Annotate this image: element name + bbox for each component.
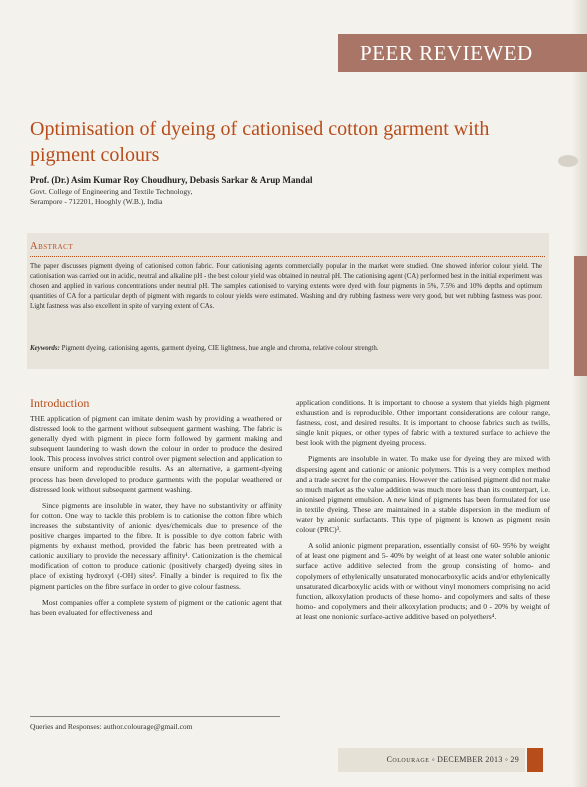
article-authors: Prof. (Dr.) Asim Kumar Roy Choudhury, Debasis Sarkar & Arup Mandal (30, 175, 313, 185)
body-paragraph: application conditions. It is important to choose a system that yields high pigment exhaustion and is reproducible. Other important considerations are colour range, fastness, cost, and desired results. It is important to choose fabrics such as twills, single knit piques, or other types of fabric with a textured surface to achieve the best look with the pigment dyeing process. (296, 398, 550, 448)
affiliation-line-1: Govt. College of Engineering and Textile Technology, (30, 187, 193, 196)
footer-page-number: 29 (510, 755, 519, 764)
footnote-divider (30, 716, 280, 717)
body-paragraph: THE application of pigment can imitate denim wash by providing a weathered or distressed look to the garment without subsequent garment washing. The fabric is generally dyed with pigment in piece form followed by garment making and subsequent laundering to wash down the colour in order to produce the desired look. This process involves strict control over pigment selection and application to ensure uniform and reproducible results. As an alternative, a garment-dyeing process has been developed to produce garments with the popular weathered or distressed look without subsequent garment washing. (30, 414, 282, 494)
author-affiliation (30, 187, 450, 207)
footer-issue: DECEMBER 2013 (437, 755, 503, 764)
body-column-right (296, 398, 550, 628)
introduction-heading: Introduction (30, 396, 90, 410)
body-paragraph: Pigments are insoluble in water. To make use for dyeing they are mixed with dispersing agent and cationic or anionic polymers. This is a very complex method and a trade secret for the companies. However the cationised pigment did not make so much market as the value addition was much more less than its counterpart, i.e. anionised pigment emulsion. A new kind of pigments has been formulated for use in textile dyeing. These are maintained in a stable dispersion in the medium of water by anionic surfactants. This type of pigment is known as pigment resin colour (PRC)³. (296, 454, 550, 535)
footer-separator-icon: ◦ (431, 755, 438, 764)
keywords (30, 344, 542, 354)
queries-contact: Queries and Responses: author.colourage@gmail.com (30, 722, 193, 731)
body-column-left (30, 414, 282, 624)
keywords-text: Pigment dyeing, cationising agents, garment dyeing, CIE lightness, hue angle and chroma, relative colour strength. (61, 345, 379, 352)
page-edge-mark (558, 155, 578, 167)
abstract-text: The paper discusses pigment dyeing of cationised cotton fabric. Four cationising agents commercially popular in the market were studied. One showed inferior colour yield. The cationisation was carried out in acidic, neutral and alkaline pH - the best colour yield was obtained in neutral pH. The cationising agent (CA) performed best in the initial experiment was chosen and applied in various concentrations under neutral pH. The samples cationised to varying extents were dyed with four pigments in 5%, 7.5% and 10% depths and optimum quantities of CA for a particular depth of pigment with regards to colour yields were estimated. Washing and dry rubbing fastness were very good, but wet rubbing fastness was poor. Light fastness was also excellent in spite of varying extent of CAs. (30, 263, 542, 310)
body-paragraph: Most companies offer a complete system of pigment or the cationic agent that has been evaluated for effectiveness and (30, 597, 282, 617)
footer-separator-icon: ◦ (504, 755, 511, 764)
footer-color-block (527, 748, 543, 772)
affiliation-line-2: Serampore - 712201, Hooghly (W.B.), India (30, 197, 163, 206)
body-paragraph: A solid anionic pigment preparation, essentially consist of 60- 95% by weight of at least one pigment and 5- 40% by weight of at least one water soluble anionic surface active additive selected from the group consisting of homo- and copolymers of ethylenically unsaturated monocarboxylic acids and/or ethylenically unsaturated dicarboxylic acids with or without vinyl monomers comprising no acid function, alkoxylation products of these homo- and copolymers and salts of these homo- and copolymers and their alkoxylation products; and 0 - 20% by weight of at least one nonionic surface-active additive based on polyethers⁴. (296, 541, 550, 621)
page-footer (338, 748, 525, 772)
peer-reviewed-banner: PEER REVIEWED (338, 34, 587, 72)
keywords-label: Keywords: (30, 345, 60, 352)
body-paragraph: Since pigments are insoluble in water, they have no substantivity or affinity for cotton. One way to tackle this problem is to cationise the cotton fibre which increases the substantivity of anionic dyes/chemicals due to presence of the positive charges imparted to the fibre. It is possible to dye cotton fabric with pigments by exhaust method, provided the fabric has been pretreated with a cationic auxiliary to provide the necessary affinity¹. Cationization is the chemical modification of cotton to produce cationic (positively charged) dyeing sites in place of existing hydroxyl (-OH) sites². Finally a binder is required to fix the pigment particles on the fibre surface in order to give colour fastness. (30, 500, 282, 591)
page-edge-shadow (572, 0, 587, 787)
article-title: Optimisation of dyeing of cationised cotton garment with pigment colours (30, 118, 490, 166)
footer-journal-name: Colourage (386, 755, 430, 764)
abstract-heading: Abstract (30, 241, 74, 252)
side-color-tab (574, 256, 587, 376)
abstract-divider (30, 256, 545, 257)
